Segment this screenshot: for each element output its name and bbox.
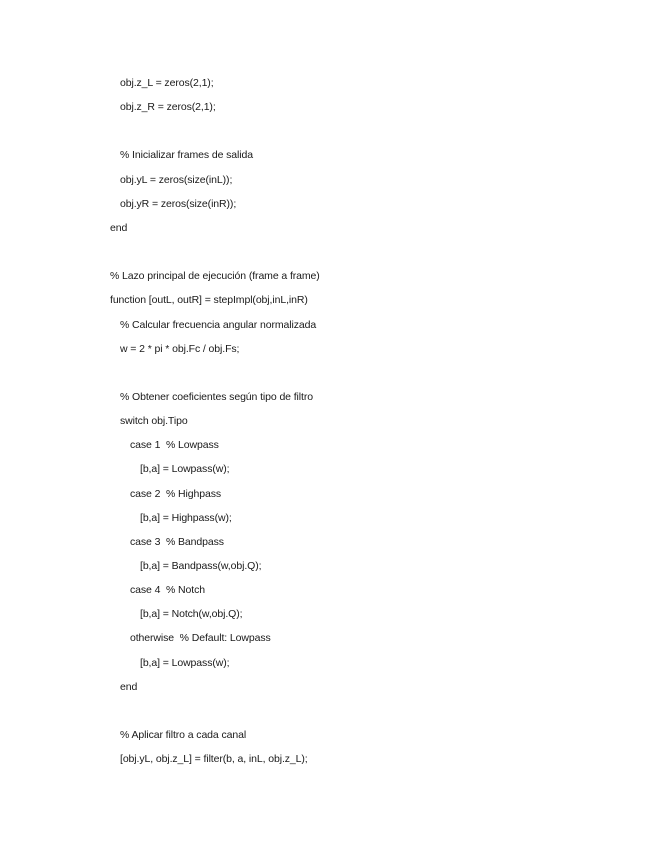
code-line: % Calcular frecuencia angular normalizada [120,318,317,331]
code-line: obj.yR = zeros(size(inR)); [120,197,237,210]
code-line: % Obtener coeficientes según tipo de filtro [120,390,313,403]
code-line: obj.yL = zeros(size(inL)); [120,173,233,186]
code-line: [obj.yL, obj.z_L] = filter(b, a, inL, obj.z_L); [120,753,308,766]
code-line: end [110,221,128,234]
code-line: obj.z_R = zeros(2,1); [120,101,216,114]
code-line: case 3 % Bandpass [130,535,224,548]
code-line: case 1 % Lowpass [130,439,219,452]
code-line: % Lazo principal de ejecución (frame a frame) [110,270,320,283]
code-line: [b,a] = Lowpass(w); [140,463,230,476]
code-line: case 2 % Highpass [130,487,221,500]
code-line: % Aplicar filtro a cada canal [120,729,247,742]
code-line: function [outL, outR] = stepImpl(obj,inL,inR) [110,294,308,307]
code-line: [b,a] = Lowpass(w); [140,656,230,669]
code-line: [b,a] = Bandpass(w,obj.Q); [140,560,262,572]
code-line: end [120,680,138,693]
code-line: [b,a] = Highpass(w); [140,511,232,524]
code-line: obj.z_L = zeros(2,1); [120,77,214,89]
code-line: [b,a] = Notch(w,obj.Q); [140,608,243,621]
code-line: case 4 % Notch [130,584,205,597]
code-line: % Inicializar frames de salida [120,149,253,162]
code-line: switch obj.Tipo [120,415,188,428]
code-line: otherwise % Default: Lowpass [130,632,271,645]
code-line: w = 2 * pi * obj.Fc / obj.Fs; [120,342,240,355]
